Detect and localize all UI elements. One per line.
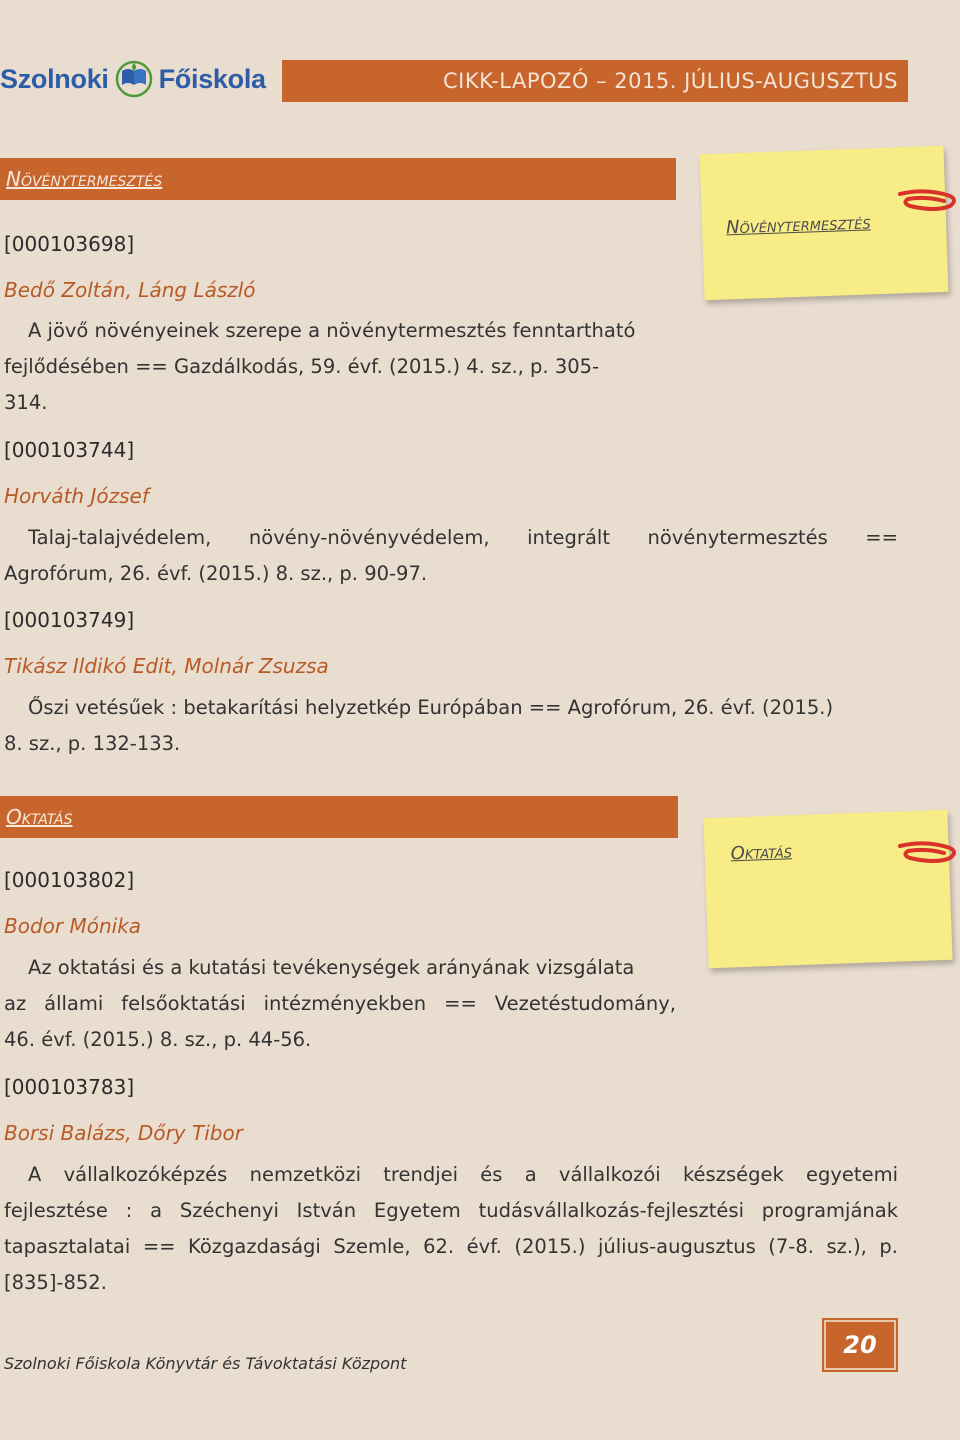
sticky-note-label: Növénytermesztés: [725, 212, 872, 239]
entry-citation-line: [835]-852.: [4, 1271, 107, 1294]
book-leaf-logo-icon: [115, 59, 153, 99]
footer-library-name: Szolnoki Főiskola Könyvtár és Távoktatási Központ: [4, 1354, 407, 1373]
entry-id: [000103749]: [4, 608, 135, 632]
entry-citation-line: A jövő növényeinek szerepe a növénytermesztés fenntartható: [28, 319, 636, 342]
entry-citation-line: fejlődésében == Gazdálkodás, 59. évf. (2015.) 4. sz., p. 305-: [4, 355, 600, 378]
sticky-note-oktatas: [703, 810, 952, 968]
entry-citation-line: A vállalkozóképzés nemzetközi trendjei és a vállalkozói készségek egyetemi: [28, 1163, 898, 1186]
entry-citation-line: fejlesztése : a Széchenyi István Egyetem tudásvállalkozás-fejlesztési programjának: [4, 1199, 898, 1222]
entry-id: [000103744]: [4, 438, 135, 462]
entry-id: [000103783]: [4, 1075, 135, 1099]
entry-id: [000103698]: [4, 232, 135, 256]
entry-citation-line: 46. évf. (2015.) 8. sz., p. 44-56.: [4, 1028, 312, 1051]
entry-authors: Tikász Ildikó Edit, Molnár Zsuzsa: [4, 654, 329, 678]
entry-authors: Bedő Zoltán, Láng László: [4, 278, 256, 302]
entry-citation-line: Az oktatási és a kutatási tevékenységek arányának vizsgálata: [28, 956, 635, 979]
section-title: Növénytermesztés: [6, 167, 163, 191]
entry-citation-line: Őszi vetésűek : betakarítási helyzetkép Európában == Agrofórum, 26. évf. (2015.): [28, 696, 834, 719]
entry-citation-line: Talaj-talajvédelem, növény-növényvédelem, integrált növénytermesztés ==: [28, 526, 898, 549]
entry-citation-line: az állami felsőoktatási intézményekben == Vezetéstudomány,: [4, 992, 676, 1015]
college-logo: [0, 56, 266, 102]
paper-clip-icon: [896, 838, 958, 872]
entry-citation-line: tapasztalatai == Közgazdasági Szemle, 62. évf. (2015.) július-augusztus (7-8. sz.), p.: [4, 1235, 898, 1258]
page-number: 20: [824, 1320, 896, 1370]
section-title: Oktatás: [6, 805, 73, 829]
entry-authors: Horváth József: [4, 484, 149, 508]
issue-title-bar: CIKK-LAPOZÓ – 2015. JÚLIUS-AUGUSZTUS: [282, 60, 908, 102]
entry-authors: Bodor Mónika: [4, 914, 142, 938]
entry-authors: Borsi Balázs, Dőry Tibor: [4, 1121, 243, 1145]
entry-id: [000103802]: [4, 868, 135, 892]
section-bar-novenytermesztes: [0, 158, 676, 200]
sticky-note-label: Oktatás: [730, 841, 793, 865]
paper-clip-icon: [896, 186, 958, 220]
logo-text-left: Szolnoki: [0, 63, 109, 94]
logo-text-right: Főiskola: [158, 63, 266, 94]
section-bar-oktatas: [0, 796, 678, 838]
entry-citation-line: 314.: [4, 391, 48, 414]
entry-citation-line: 8. sz., p. 132-133.: [4, 732, 181, 755]
sticky-note-novenytermesztes: [700, 146, 949, 300]
entry-citation-line: Agrofórum, 26. évf. (2015.) 8. sz., p. 90-97.: [4, 562, 428, 585]
